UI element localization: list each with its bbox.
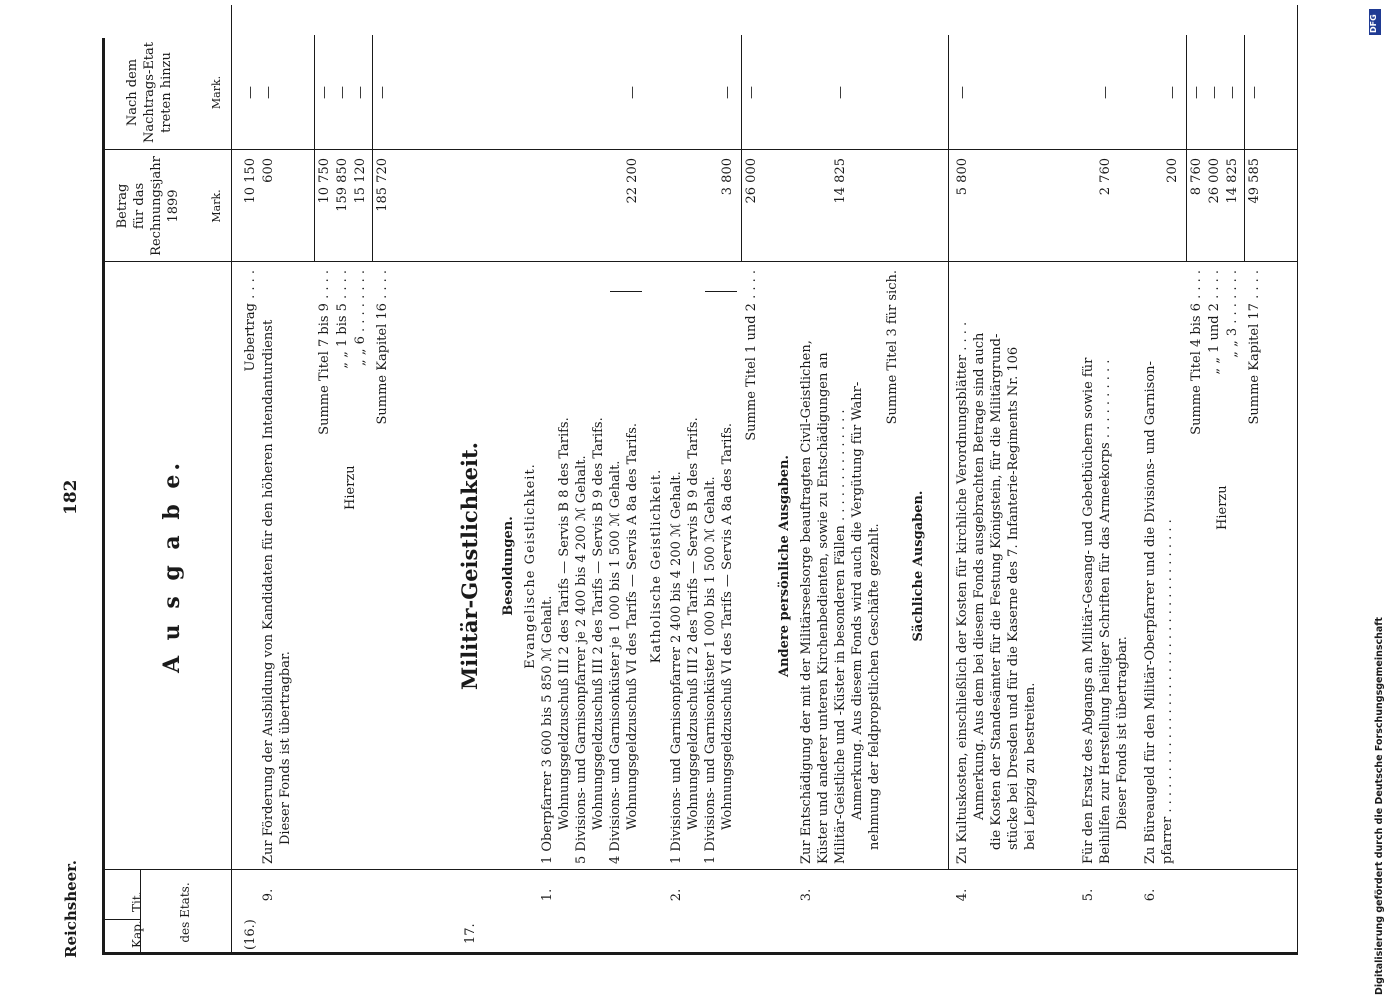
rule-col-text <box>102 869 1297 870</box>
tit4-value: 5 800 <box>955 158 970 196</box>
rule-sum-4-6-n <box>1186 35 1187 150</box>
kath-line1: 1 Divisions- und Garnisonpfarrer 2 400 bis 4 200 ℳ Gehalt. <box>669 471 684 864</box>
sum-3b-label: „ „ 3 . . . . . . . <box>1225 270 1240 358</box>
kath-value: 3 800 <box>720 158 735 196</box>
sum-kap17-value: 49 585 <box>1247 158 1262 204</box>
rule-sum-kap16 <box>372 150 373 262</box>
kap-17: 17. <box>463 923 478 944</box>
rule-sum-1-2-n <box>741 35 742 150</box>
tit6-nachtrag: — <box>1165 86 1180 99</box>
rule-sum-kap16-n <box>372 35 373 150</box>
sum-kap16-nachtrag: — <box>375 86 390 99</box>
tit9-value: 600 <box>261 158 276 183</box>
tit-6: 6. <box>1143 888 1158 902</box>
rule-sum-16 <box>314 150 315 262</box>
ev-nachtrag: — <box>625 86 640 99</box>
header-mark-2: Mark. <box>210 75 223 110</box>
sum-4-6-nachtrag: — <box>1189 86 1204 99</box>
sum-7-9-value: 10 750 <box>317 158 332 204</box>
dfg-logo: DFG <box>1369 9 1381 35</box>
tit-9: 9. <box>261 888 276 902</box>
heading-ausgabe: A u s g a b e. <box>159 458 185 674</box>
tit3-line1: Zur Entschädigung der mit der Militärseelsorge beauftragten Civil-Geistlichen, <box>799 340 814 864</box>
sum-1-2b-value: 26 000 <box>1207 158 1222 204</box>
sum-6-label: „ „ 6 . . . . . . . . <box>353 270 368 367</box>
sum-3b-value: 14 825 <box>1225 158 1240 204</box>
kath-line1b: Wohnungsgeldzuschuß III 2 des Tarifs — Servis B 9 des Tarifs. <box>686 417 701 830</box>
sum-4-6-label: Summe Titel 4 bis 6 . . . . <box>1189 270 1204 435</box>
tit-3: 3. <box>799 888 814 902</box>
kath-nachtrag: — <box>720 86 735 99</box>
rule-saechl <box>948 35 949 870</box>
rule-sum-4-6 <box>1186 150 1187 262</box>
running-head: Reichsheer. <box>62 860 80 958</box>
ev-line3b: Wohnungsgeldzuschuß VI des Tarifs — Servis A 8a des Tarifs. <box>625 422 640 830</box>
tit-4: 4. <box>955 888 970 902</box>
uebertrag-value: 10 150 <box>243 158 258 204</box>
tit5-line1: Für den Ersatz des Abgangs an Militär-Gesang- und Gebetbüchern sowie für <box>1081 357 1096 864</box>
sum-kap17-label: Summe Kapitel 17 . . . . <box>1247 270 1262 425</box>
header-betrag-1: Betrag <box>115 183 130 229</box>
header-nachtrag-2: Nachtrags-Etat <box>142 41 157 144</box>
header-kap: Kap. <box>130 920 144 948</box>
sum-7-9-label: Summe Titel 7 bis 9 . . . . <box>317 270 332 435</box>
tit9-line2: Dieser Fonds ist übertragbar. <box>278 651 293 845</box>
header-betrag-3: Rechnungsjahr <box>149 156 164 256</box>
ev-line3: 4 Divisions- und Garnisonküster je 1 000 bis 1 500 ℳ Gehalt. <box>608 460 623 864</box>
tit3-note2: nehmung der feldpropstlichen Geschäfte gezahlt. <box>867 523 882 850</box>
tit5-line2: Beihilfen zur Herstellung heiliger Schriften für das Armeekorps . . . . . . . . . . <box>1098 359 1113 864</box>
tit3-note1: Anmerkung. Aus diesem Fonds wird auch die Vergütung für Wahr- <box>850 381 865 820</box>
saechl-head: Sächliche Ausgaben. <box>911 490 926 642</box>
sum-1-5-label: „ „ 1 bis 5 . . . . <box>335 270 350 369</box>
section-title: Militär-Geistlichkeit. <box>457 442 482 690</box>
rule-header <box>231 5 232 955</box>
tit5-note: Dieser Fonds ist übertragbar. <box>1115 636 1130 830</box>
credit-text: Digitalisierung gefördert durch die Deutsche Forschungsgemeinschaft <box>1374 617 1385 995</box>
ev-line1b: Wohnungsgeldzuschuß III 2 des Tarifs — Servis B 8 des Tarifs. <box>557 417 572 830</box>
tit5-value: 2 760 <box>1098 158 1113 196</box>
tit5-nachtrag: — <box>1098 86 1113 99</box>
tit9-nachtrag: — <box>261 86 276 99</box>
header-nachtrag-3: treten hinzu <box>159 52 174 133</box>
sum-6-value: 15 120 <box>353 158 368 204</box>
kap-16: (16.) <box>243 919 258 950</box>
page-number: 182 <box>61 479 81 515</box>
rule-col-kap <box>102 952 1297 955</box>
sum-1-5-value: 159 850 <box>335 158 350 212</box>
uebertrag-nachtrag: — <box>243 86 258 99</box>
rule-top <box>102 38 105 955</box>
sum-3-label: Summe Titel 3 für sich. <box>885 270 900 425</box>
rule-bottom <box>1297 5 1298 955</box>
tit3-value: 14 825 <box>833 158 848 204</box>
ev-brace <box>610 291 642 292</box>
header-des-etats: des Etats. <box>178 882 192 943</box>
tit3-line2: Küster und anderer unteren Kirchenbedienten, sowie zu Entschädigungen an <box>816 352 831 864</box>
sum-kap16-label: Summe Kapitel 16 . . . . <box>375 270 390 425</box>
header-mark: Mark. <box>210 189 223 223</box>
tit-1: 1. <box>540 888 555 902</box>
kath-head: Katholische Geistlichkeit. <box>649 468 664 664</box>
header-nachtrag-1: Nach dem <box>125 58 140 127</box>
tit4-note1: Anmerkung. Aus dem bei diesem Fonds ausgebrachten Betrage sind auch <box>972 332 987 820</box>
andere-head: Andere persönliche Ausgaben. <box>777 455 792 677</box>
uebertrag-label: Uebertrag . . . . <box>243 270 258 372</box>
ev-head: Evangelische Geistlichkeit. <box>523 463 538 669</box>
rule-col-nachtrag <box>102 149 1297 150</box>
rule-sum-kap17-n <box>1244 35 1245 150</box>
tit9-line1: Zur Förderung der Ausbildung von Kandidaten für den höheren Intendanturdienst <box>261 319 276 864</box>
header-betrag-4: 1899 <box>166 189 181 223</box>
tit3-line3: Militär-Geistliche und -Küster in besonderen Fällen . . . . . . . . . . . . . . <box>833 409 848 864</box>
tit4-note4: bei Leipzig zu bestreiten. <box>1023 682 1038 850</box>
tit6-line2: pfarrer . . . . . . . . . . . . . . . . . . . . . . . . . . . . . . . . . . . . <box>1160 519 1175 864</box>
sum-1-2-value: 26 000 <box>744 158 759 204</box>
sum-1-2b-nachtrag: — <box>1207 86 1222 99</box>
tit-2: 2. <box>669 888 684 902</box>
sum-3b-nachtrag: — <box>1225 86 1240 99</box>
header-tit: Tit. <box>130 891 144 912</box>
sum-7-9-nachtrag: — <box>317 86 332 99</box>
tit3-nachtrag: — <box>833 86 848 99</box>
tit6-line1: Zu Büreaugeld für den Militär-Oberpfarrer und die Divisions- und Garnison- <box>1143 361 1158 864</box>
ev-line1: 1 Oberpfarrer 3 600 bis 5 850 ℳ Gehalt. <box>540 595 555 864</box>
tit6-value: 200 <box>1165 158 1180 183</box>
kath-line2: 1 Divisions- und Garnisonküster 1 000 bis 1 500 ℳ Gehalt. <box>703 476 718 864</box>
sum-1-2b-label: „ „ 1 und 2 . . . . <box>1207 270 1222 375</box>
tit4-nachtrag: — <box>955 86 970 99</box>
sum-1-5-nachtrag: — <box>335 86 350 99</box>
besoldungen-head: Besoldungen. <box>501 516 516 616</box>
sum-1-2-label: Summe Titel 1 und 2 . . . . <box>744 270 759 441</box>
tit4-line1: Zu Kultuskosten, einschließlich der Kosten für kirchliche Verordnungsblätter . . . . <box>955 321 970 864</box>
kath-brace <box>705 291 737 292</box>
sum-4-6-value: 8 760 <box>1189 158 1204 196</box>
tit-5: 5. <box>1081 888 1096 902</box>
kath-line2b: Wohnungsgeldzuschuß VI des Tarifs — Servis A 8a des Tarifs. <box>720 422 735 830</box>
sum-6-nachtrag: — <box>353 86 368 99</box>
header-betrag-2: für das <box>132 182 147 230</box>
rule-sum-16-n <box>314 35 315 150</box>
sum-kap16-value: 185 720 <box>375 158 390 212</box>
hierzu-kap17: Hierzu <box>1215 485 1230 530</box>
rule-sum-kap17 <box>1244 150 1245 262</box>
sum-1-2-nachtrag: — <box>744 86 759 99</box>
ev-value: 22 200 <box>625 158 640 204</box>
ev-line2b: Wohnungsgeldzuschuß III 2 des Tarifs — Servis B 9 des Tarifs. <box>591 417 606 830</box>
rule-col-betrag <box>102 261 1297 262</box>
tit4-note2: die Kosten der Standesämter für die Festung Königstein, für die Militärgrund- <box>989 333 1004 850</box>
sum-kap17-nachtrag: — <box>1247 86 1262 99</box>
rule-sum-1-2 <box>741 150 742 262</box>
ev-line2: 5 Divisions- und Garnisonpfarrer je 2 400 bis 4 200 ℳ Gehalt. <box>574 455 589 864</box>
sum-1-5-hierzu: Hierzu <box>343 465 358 510</box>
tit4-note3: stücke bei Dresden und für die Kaserne des 7. Infanterie-Regiments Nr. 106 <box>1006 346 1021 850</box>
credit-strip <box>1366 0 1383 1000</box>
